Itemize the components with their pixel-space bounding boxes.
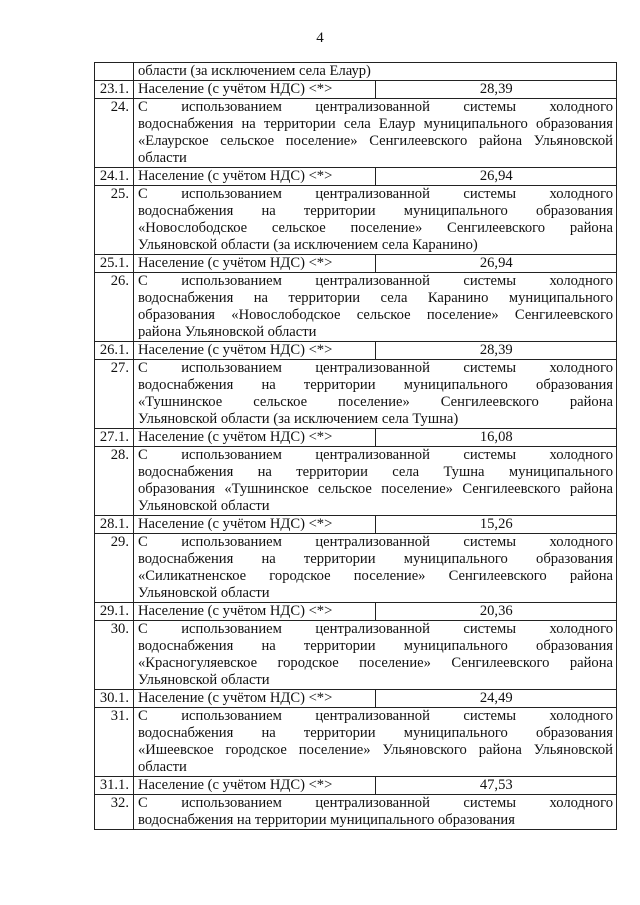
description-line: водоснабжения на территории муниципального образования [138, 203, 613, 219]
table-row-tariff [95, 516, 617, 534]
row-description [134, 186, 617, 255]
description-line: С использованием централизованной системы холодного [138, 621, 613, 637]
row-number: 23.1. [95, 81, 134, 99]
tariff-value: 24,49 [375, 690, 617, 708]
table-row-tariff [95, 429, 617, 447]
table-row-description [95, 534, 617, 603]
description-line: Ульяновской области (за исключением села Каранино) [138, 237, 478, 253]
page-number: 4 [316, 30, 324, 46]
consumer-category-label: Население (с учётом НДС) <*> [134, 603, 376, 621]
row-description [134, 795, 617, 830]
row-number: 31. [95, 708, 134, 777]
consumer-category-label: Население (с учётом НДС) <*> [134, 516, 376, 534]
row-number: 25.1. [95, 255, 134, 273]
tariff-value: 26,94 [375, 168, 617, 186]
tariff-value: 16,08 [375, 429, 617, 447]
tariff-value: 15,26 [375, 516, 617, 534]
table-row-tariff [95, 603, 617, 621]
description-line: Ульяновской области [138, 672, 270, 688]
description-line: Ульяновской области (за исключением села Тушна) [138, 411, 459, 427]
row-number: 32. [95, 795, 134, 830]
description-line: С использованием централизованной системы холодного [138, 708, 613, 724]
description-line: «Ишеевское городское поселение» Ульяновского района Ульяновской [138, 742, 613, 758]
description-line: образования «Новослободское сельское поселение» Сенгилеевского [138, 307, 613, 323]
description-line: С использованием централизованной системы холодного [138, 186, 613, 202]
table-row-description [95, 708, 617, 777]
tariff-value: 20,36 [375, 603, 617, 621]
row-description [134, 99, 617, 168]
table-row-tariff [95, 342, 617, 360]
consumer-category-label: Население (с учётом НДС) <*> [134, 81, 376, 99]
table-row-description [95, 99, 617, 168]
row-number: 31.1. [95, 777, 134, 795]
row-description [134, 708, 617, 777]
row-description [134, 534, 617, 603]
description-line: «Красногуляевское городское поселение» Сенгилеевского района [138, 655, 613, 671]
description-line: образования «Тушнинское сельское поселение» Сенгилеевского района [138, 481, 613, 497]
table-row-continuation [95, 63, 617, 81]
description-line: «Тушнинское сельское поселение» Сенгилеевского района [138, 394, 613, 410]
table-row-tariff [95, 81, 617, 99]
row-description [134, 360, 617, 429]
row-number: 30.1. [95, 690, 134, 708]
row-number: 24. [95, 99, 134, 168]
description-line: водоснабжения на территории села Елаур муниципального образования [138, 116, 613, 132]
row-number: 27.1. [95, 429, 134, 447]
row-number: 27. [95, 360, 134, 429]
description-line: «Елаурское сельское поселение» Сенгилеевского района Ульяновской [138, 133, 613, 149]
row-description [134, 447, 617, 516]
description-line: области [138, 150, 187, 166]
tariff-table-body [95, 63, 617, 830]
row-description [134, 621, 617, 690]
table-row-description [95, 447, 617, 516]
description-line: «Силикатненское городское поселение» Сенгилеевского района [138, 568, 613, 584]
row-number: 30. [95, 621, 134, 690]
row-number: 24.1. [95, 168, 134, 186]
tariff-value: 47,53 [375, 777, 617, 795]
description-line: С использованием централизованной системы холодного [138, 273, 613, 289]
row-number: 29.1. [95, 603, 134, 621]
consumer-category-label: Население (с учётом НДС) <*> [134, 429, 376, 447]
row-number: 26.1. [95, 342, 134, 360]
row-number: 26. [95, 273, 134, 342]
table-row-description [95, 360, 617, 429]
description-line: С использованием централизованной системы холодного [138, 795, 613, 811]
row-number: 28.1. [95, 516, 134, 534]
description-line: водоснабжения на территории муниципального образования [138, 551, 613, 567]
description-line: водоснабжения на территории села Тушна муниципального [138, 464, 613, 480]
row-number: 28. [95, 447, 134, 516]
table-row-tariff [95, 255, 617, 273]
table-row-description [95, 273, 617, 342]
table-row-description [95, 621, 617, 690]
description-line: водоснабжения на территории села Каранино муниципального [138, 290, 613, 306]
description-line: С использованием централизованной системы холодного [138, 447, 613, 463]
consumer-category-label: Население (с учётом НДС) <*> [134, 168, 376, 186]
row-number: 29. [95, 534, 134, 603]
description-line: С использованием централизованной системы холодного [138, 360, 613, 376]
table-row-tariff [95, 690, 617, 708]
description-line: «Новослободское сельское поселение» Сенгилеевского района [138, 220, 613, 236]
row-number-empty [95, 63, 134, 81]
table-row-tariff [95, 168, 617, 186]
description-line: Ульяновской области [138, 498, 270, 514]
consumer-category-label: Население (с учётом НДС) <*> [134, 690, 376, 708]
description-line: водоснабжения на территории муниципального образования [138, 638, 613, 654]
consumer-category-label: Население (с учётом НДС) <*> [134, 777, 376, 795]
description-line: С использованием централизованной системы холодного [138, 534, 613, 550]
table-row-description [95, 795, 617, 830]
row-description: области (за исключением села Елаур) [134, 63, 617, 81]
table-row-tariff [95, 777, 617, 795]
table-row-description [95, 186, 617, 255]
tariff-value: 28,39 [375, 342, 617, 360]
tariff-value: 28,39 [375, 81, 617, 99]
description-line: водоснабжения на территории муниципального образования [138, 377, 613, 393]
description-line: Ульяновской области [138, 585, 270, 601]
row-number: 25. [95, 186, 134, 255]
description-line: С использованием централизованной системы холодного [138, 99, 613, 115]
tariff-value: 26,94 [375, 255, 617, 273]
description-line: водоснабжения на территории муниципального образования [138, 725, 613, 741]
description-line: района Ульяновской области [138, 324, 317, 340]
tariff-table [94, 62, 617, 830]
description-line: области [138, 759, 187, 775]
row-description [134, 273, 617, 342]
description-line: водоснабжения на территории муниципального образования [138, 812, 515, 828]
consumer-category-label: Население (с учётом НДС) <*> [134, 342, 376, 360]
consumer-category-label: Население (с учётом НДС) <*> [134, 255, 376, 273]
